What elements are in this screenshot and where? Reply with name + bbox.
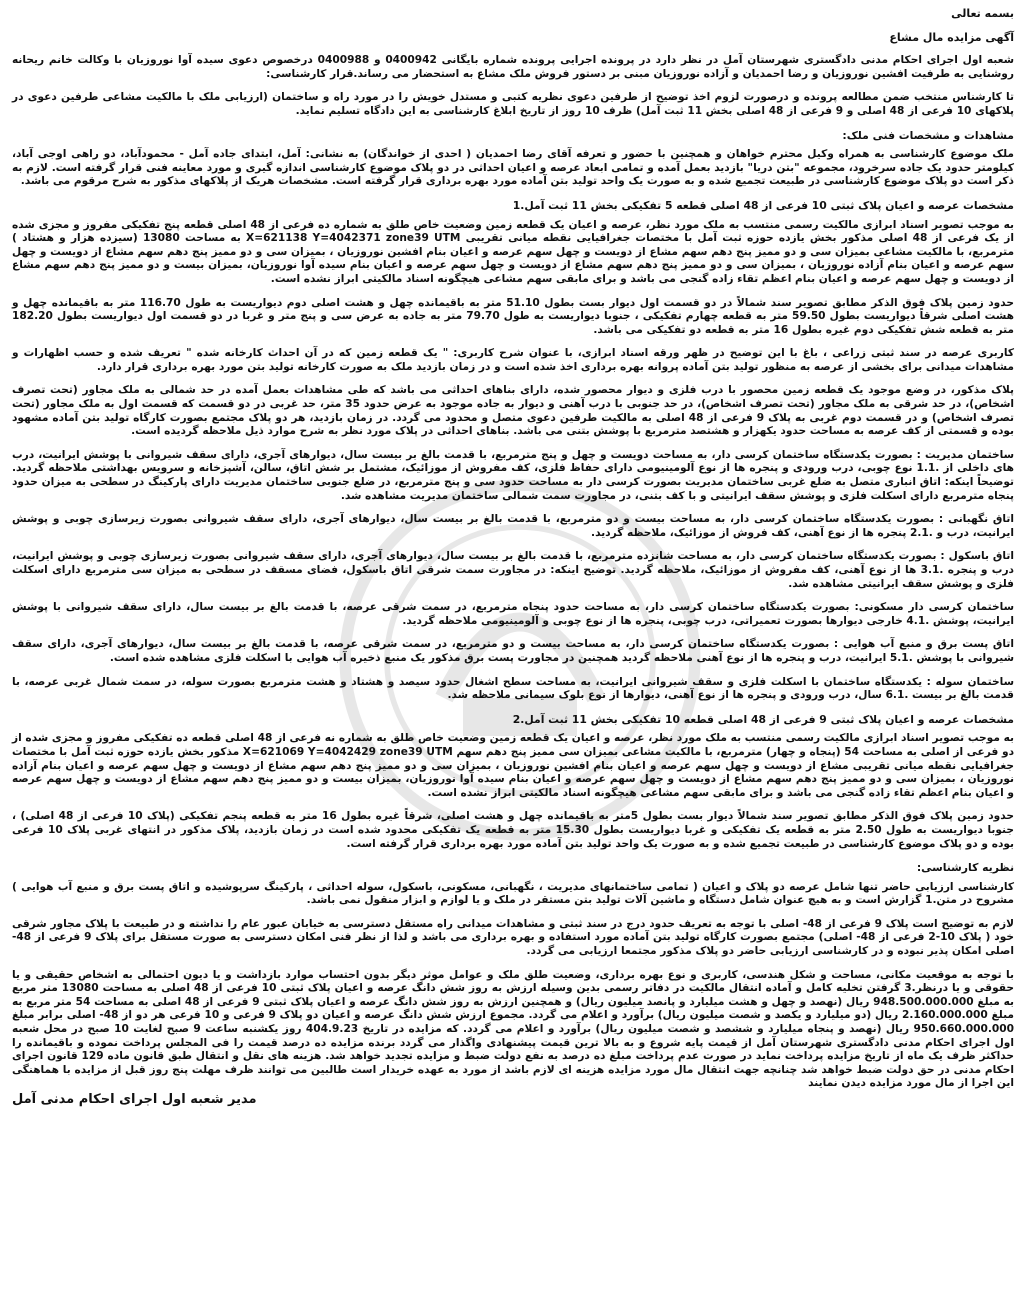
section1-current-state: پلاک مذکور، در وضع موجود یک قطعه زمین محصور با درب فلزی و دیوار محصور شده، دارای بناهای احداثی می باشد که طی مشاهدات بعمل آمده در حد شمالی به ملک مجاور (تحت تصرف اشخاص)، در حد شرقی به ملک مجاور (تحت تصرف اشخاص)، در حد جنوبی با درب آهنی و دیوار به جاده موجود به عرض حدود 35 متر، حد غربی در دو قسمت که قسمت اول به ملک مجاور (تحت تصرف اشخاص) و در قسمت دوم غربی به پلاک 9 فرعی از 48 اصلی به مالکیت طرفین دعوی متصل و محدود می گردد. در زمان بازدید، هر دو پلاک مجتمع بصورت کارگاه تولید بتن آماده مشهود بوده و قسمتی از کف عرصه به مساحت حدود یکهزار و هشتصد مترمربع با پوشش بتنی می باشد. بناهای احداثی در پلاک مورد نظر به شرح موارد ذیل ملاحظه گردیده است. — [12, 384, 1014, 438]
building-item-shed: ساختمان سوله : یکدستگاه ساختمان با اسکلت فلزی و سقف شیروانی ایرانیت، به مساحت سطح اشغال حدود سیصد و هشتاد و هشت مترمربع بصورت سوله، در سمت شمال غربی عرصه، با قدمت بالغ بر بیست .6.1 سال، درب ورودی و پنجره ها از نوع آهنی، دیوارها از نوع بلوک سیمانی ملاحظه شد. — [12, 675, 1014, 702]
section1-land-use: کاربری عرصه در سند ثبتی زراعی ، باغ با این توضیح در ظهر ورقه اسناد ابرازی، با عنوان شرح کاربری: " یک قطعه زمین که در آن احداث کارخانه شده " تعریف شده و حسب اظهارات و مشاهدات میدانی برای بخشی از عرصه به منظور تولید بتن آماده پروانه بهره برداری اخذ شده است و در زمان بازدید ملک به صورت کارخانه تولید بتن مورد بهره برداری قرار دارد. — [12, 347, 1014, 373]
building-item-management: ساختمان مدیریت : بصورت یکدستگاه ساختمان کرسی دار، به مساحت دویست و چهل و پنج مترمربع، با قدمت بالغ بر بیست سال، دیوارهای آجری، دارای سقف شیروانی با پوشش ایرانیت، درب های داخلی از .1.1 نوع چوبی، درب ورودی و پنجره ها از نوع آلومینیومی دارای حفاظ فلزی، کف مفروش از موزائیک، مشتمل بر شش اتاق، سالن، آشپزخانه و سرویس بهداشتی ملاحظه گردید. توضیحاً اینکه: اتاق انباری متصل به ضلع غربی ساختمان مدیریت بصورت کرسی دار به مساحت حدود سی و پنج مترمربع، در ضلع جنوبی ساختمان مدیریت دارای پارکینگ در سطحی به میزان حدود پنجاه مترمربع دارای اسکلت فلزی و پوشش سقف ایرانیتی و با کف بتنی، در مجاورت سمت شمالی ساختمان مدیریت مشاهده شد. — [12, 448, 1014, 502]
opinion-item-scope: کارشناسی ارزیابی حاضر تنها شامل عرصه دو پلاک و اعیان ( تمامی ساختمانهای مدیریت ، نگهبانی، مسکونی، باسکول، سوله احداثی ، پارکینگ سرپوشیده و اتاق پست برق و منبع آب هوایی ) مشروح در متن.1 گزارش است و به هیچ عنوان شامل دستگاه و ماشین آلات تولید بتن مستقر در ملک و یا لوازم و ابزار منقول نمی باشد. — [12, 880, 1014, 907]
section2-title: مشخصات عرصه و اعیان پلاک ثبتی 9 فرعی از 48 اصلی قطعه 10 تفکیکی بخش 11 ثبت آمل.2 — [512, 712, 1014, 726]
observations-title: مشاهدات و مشخصات فنی ملک: — [842, 128, 1014, 142]
section1-boundaries: حدود زمین پلاک فوق الذکر مطابق تصویر سند شمالاً در دو قسمت اول دیوار بست بطول 51.10 متر به باقیمانده چهل و هشت اصلی دوم دیواریست به طول 116.70 متر به باقیمانده چهل و هشت اصلی شرقاً دیواریست بطول 59.50 متر به قطعه چهارم تفکیکی ، جنوبا دیواریست به طول 79.70 متر به جاده به عرض سی و پنج متر و غربا در دو قسمت اول دیواریست بطول 182.20 متر به قطعه شش تفکیکی دوم غیره بطول 16 متر به قطعه دو تفکیکی می باشد. — [12, 296, 1014, 336]
expert-order-paragraph: تا کارشناس منتخب ضمن مطالعه پرونده و درصورت لزوم اخذ توضیح از طرفین دعوی نظریه کتبی و مستدل خویش را در مورد راه و ساختمان (ارزیابی ملک با مالکیت مشاعی طرفین دعوی در پلاکهای 10 فرعی از 48 اصلی و 9 فرعی از 48 اصلی بخش 11 ثبت آمل) ظرف 10 روز از تاریخ ابلاغ کارشناسی به این دادگاه تسلیم نماید. — [12, 91, 1014, 117]
bismillah: بسمه تعالی — [951, 7, 1014, 20]
building-item-scale-room: اتاق باسکول : بصورت یکدستگاه ساختمان کرسی دار، به مساحت شانزده مترمربع، با قدمت بالغ بر بیست سال، دیوارهای آجری، دارای سقف شیروانی بصورت زیرسازی چوبی و پوشش ایرانیت، درب و پنجره .3.1 ها از نوع آهنی، کف مفروش از موزائیک، ملاحظه گردید. توضیح اینکه: در مجاورت سمت شرقی اتاق باسکول، فضای مسقف در سطحی به میزان سی مترمربع دارای اسکلت فلزی و پوشش سقف ایرانیتی مشاهده شد. — [12, 550, 1014, 590]
section2-ownership: به موجب تصویر اسناد ابرازی مالکیت رسمی منتسب به ملک مورد نظر، عرصه و اعیان یک قطعه زمین وضعیت خاص طلق به شماره نه فرعی از 48 اصلی قطعه ده تفکیکی مفروز و مجزی شده از دو فرعی از اصلی به مساحت 54 (پنجاه و چهار) مترمربع، با مالکیت مشاعی بمیزان سی ممیز پنج دهم سهم X=621069 Y=4042429 zone39 UTM مذکور بخش یازده حوزه ثبت آمل با مختصات جغرافیایی نقطه میانی تقریبی مشاع از دویست و چهل سهم عرصه و اعیان بنام افشین نوروزیان ، بمیزان سی و دو ممیز پنج دهم سهم مشاع از دویست و چهل سهم عرصه و اعیان بنام آزاده نوروزیان ، بمیزان سی و دو ممیز پنج دهم سهم مشاع از دویست و چهل سهم عرصه و اعیان بنام سیده آوا نوروزیان، بمیزان بیست و دو ممیز پنج دهم سهم مشاع از دویست و چهل سهم عرصه و اعیان بنام اعظم تقاء زاده گنجی می باشد و برای مابقی سهم مشاعی هیچگونه اسناد مالکیتی ابراز نشده است. — [12, 732, 1015, 799]
observations-paragraph: ملک موضوع کارشناسی به همراه وکیل محترم خواهان و همچنین با حضور و تعرفه آقای رضا احمدیان ( احدی از خواندگان) به نشانی: آمل، ابتدای جاده آمل - محمودآباد، دو راهی اوجی آباد، کیلومتر حدود یک جاده سرخرود، مجموعه "بتن دریا" بازدید بعمل آمده و تمامی ابعاد عرصه و اعیان احداثی در دو پلاک موضوع کارشناسی اندازه گیری و مورد معاینه فنی قرار گرفته است. لازم به ذکر است دو پلاک موضوع کارشناسی در طبیعت تجمیع شده و به صورت یک واحد تولید بتن آماده مورد بهره برداری قرار گرفته است. مشخصات هریک از پلاکهای مذکور به شرح مرقوم می باشد. — [12, 148, 1014, 188]
section2-boundaries: حدود زمین پلاک فوق الذکر مطابق تصویر سند شمالاً دیوار بست بطول 5متر به باقیمانده چهل و هشت اصلی، شرقاً غیره بطول 16 متر به قطعه پنجم تفکیکی (پلاک 10 فرعی از 48 اصلی) ، جنوبا دیواریست به طول 2.50 متر به قطعه یک تفکیکی و غربا دیواریست بطول 15.30 متر به قطعه یک تفکیکی محدود شده است در زمان بازدید، پلاک مذکور در انتهای غربی پلاک 10 فرعی بوده و دو پلاک موضوع کارشناسی در طبیعت تجمیع شده و به صورت یک واحد تولید بتن آماده مورد بهره برداری قرار گرفته است. — [12, 810, 1015, 850]
opinion-title: نظریه کارشناسی: — [916, 861, 1014, 875]
opinion-item-access: لازم به توضیح است پلاک 9 فرعی از 48- اصلی با توجه به تعریف حدود درج در سند ثبتی و مشاهدات میدانی راه مستقل دسترسی به خیابان عبور عام را نداشته و در طبیعت با پلاک مجاور شرقی خود ( پلاک 10-2 فرعی از 48- اصلی) مجتمع بصورت کارگاه تولید بتن آماده مورد استفاده و بهره برداری می باشد و لذا از نظر فنی امکان دسترسی به صورت مستقل برای پلاک 9 فرعی از 48- اصلی امکان پذیر نبوده و در کارشناسی ارزیابی حاضر دو پلاک مذکور مجتمعا ارزیابی می گردد. — [12, 917, 1015, 958]
opinion-item-valuation: با توجه به موقعیت مکانی، مساحت و شکل هندسی، کاربری و نوع بهره برداری، وضعیت طلق ملک و عوامل موثر دیگر بدون احتساب موارد بازداشت و یا دیون احتمالی به اشخاص حقیقی و یا حقوقی و یا درنظر.3 گرفتن تخلیه کامل و آماده انتقال مالکیت در دفاتر رسمی بدین وسیله ارزش به روز شش دانگ عرصه و اعیان پلاک ثبتی 10 فرعی از 48 اصلی به مساحت 13080 متر مربع به مبلغ 948.500.000.000 ریال (نهصد و چهل و هشت میلیارد و پانصد میلیون ریال) و همچنین ارزش به روز شش دانگ عرصه و اعیان پلاک ثبتی 9 فرعی از 48 اصلی به مساحت 54 متر مربع به مبلغ 2.160.000.000 ریال (دو میلیارد و یکصد و شصت میلیون ریال) برآورد و اعلام می گردد. مجموع ارزش شش دانگ عرصه و اعیان دو پلاک 9 فرعی و 10 فرعی هر دو از 48- اصلی برابر مبلغ 950.660.000.000 ریال (نهصد و پنجاه میلیارد و ششصد و شصت میلیون ریال) برآورد و اعلام می گردد. که مزایده در تاریخ 404.9.23 روز یکشنبه ساعت 9 صبح لغایت 10 صبح در محل شعبه اول اجرای احکام مدنی دادگستری شهرستان آمل از قیمت پایه شروع و به بالا ترین قیمت پیشنهادی واگذار می گردد برنده مزایده ده درصد قیمت را فی المجلس پرداخت نموده و باقیمانده را حداکثر ظرف یک ماه از تاریخ مزایده پرداخت نماید در صورت عدم پرداخت مبلغ ده درصد به نفع دولت ضبط و مزایده تجدید خواهد شد. هزینه های نقل و انتقال طبق قانون ماده 129 قانون اجرای احکام مدنی در حق دولت ضبط خواهد شد چنانچه جهت انتقال مال مورد مزایده هزینه ای لازم باشد از مورد به عهده خریدار است طالبین می توانند ظرف مهلت پنج روز قبل از مزایده با هماهنگی این اجرا از مال مورد مزایده دیدن نمایند — [12, 968, 1015, 1090]
section1-ownership: به موجب تصویر اسناد ابرازی مالکیت رسمی منتسب به ملک مورد نظر، عرصه و اعیان یک قطعه زمین وضعیت خاص طلق به شماره ده فرعی از 48 اصلی قطعه پنج تفکیکی مفروز و مجزی شده از یک فرعی از 48 اصلی مذکور بخش یازده حوزه ثبت آمل با مختصات جغرافیایی نقطه میانی تقریبی X=621138 Y=4042371 zone39 UTM به مساحت 13080 (سیزده هزار و هشتاد ) مترمربع، با مالکیت مشاعی بمیزان سی و دو ممیز پنج دهم سهم مشاع از دویست و چهل سهم عرصه و اعیان بنام افشین نوروزیان ، بمیزان سی و دو ممیز پنج دهم سهم مشاع از دویست و چهل سهم عرصه و اعیان بنام آزاده نوروزیان ، بمیزان سی و دو ممیز پنج دهم سهم مشاع از دویست و چهل سهم عرصه و اعیان بنام سیده آوا نوروزیان، بمیزان بیست و دو ممیز پنج دهم سهم مشاع از دویست و چهل سهم عرصه و اعیان بنام اعظم تقاء زاده گنجی می باشد و برای مابقی سهم مشاعی هیچگونه اسناد مالکیتی ابراز نشده است. — [12, 218, 1015, 285]
building-item-residential: ساختمان کرسی دار مسکونی: بصورت یکدستگاه ساختمان کرسی دار، به مساحت حدود پنجاه مترمربع، در سمت شرقی عرصه، با قدمت بالغ بر بیست سال، دارای سقف شیروانی با پوشش ایرانیت، پوشش .4.1 خارجی دیوارها بصورت تعمیراتی، درب چوبی، پنجره ها از نوع چوبی و آلومینیومی ملاحظه گردید. — [12, 601, 1014, 627]
signature: مدیر شعبه اول اجرای احکام مدنی آمل — [12, 1092, 257, 1107]
ad-title: آگهی مزایده مال مشاع — [889, 30, 1014, 44]
section1-title: مشخصات عرصه و اعیان پلاک ثبتی 10 فرعی از 48 اصلی قطعه 5 تفکیکی بخش 11 ثبت آمل.1 — [512, 198, 1014, 212]
building-item-power-station: اتاق پست برق و منبع آب هوایی : بصورت یکدستگاه ساختمان کرسی دار، به مساحت بیست و دو مترمربع، در سمت شرقی عرصه، با قدمت بالغ بر بیست سال، دیوارهای آجری، دارای سقف شیروانی با پوشش .5.1 ایرانیت، درب و پنجره ها از نوع آهنی ملاحظه گردید همچنین در مجاورت پست برق مذکور یک منبع ذخیره آب هوایی با اسکلت فلزی مشاهده شده است. — [12, 638, 1014, 664]
building-item-guard-room: اتاق نگهبانی : بصورت یکدستگاه ساختمان کرسی دار، به مساحت بیست و دو مترمربع، با قدمت بالغ بر بیست سال، دیوارهای آجری، دارای سقف شیروانی بصورت زیرسازی چوبی و پوشش ایرانیت، درب و .2.1 پنجره ها از نوع آهنی، کف فروش از موزائیک، ملاحظه گردید. — [12, 513, 1014, 539]
intro-paragraph: شعبه اول اجرای احکام مدنی دادگستری شهرستان آمل در نظر دارد در پرونده اجرایی پرونده شماره بایگانی 0400942 و 0400988 درخصوص دعوی سیده آوا نوروزیان با وکالت خانم ریحانه روشنایی به طرفیت افشین نوروزیان و رضا احمدیان و آزاده نوروزیان مبنی بر دستور فروش ملک مشاع به استحضار می رساند.قرار کارشناسی: — [12, 54, 1014, 80]
